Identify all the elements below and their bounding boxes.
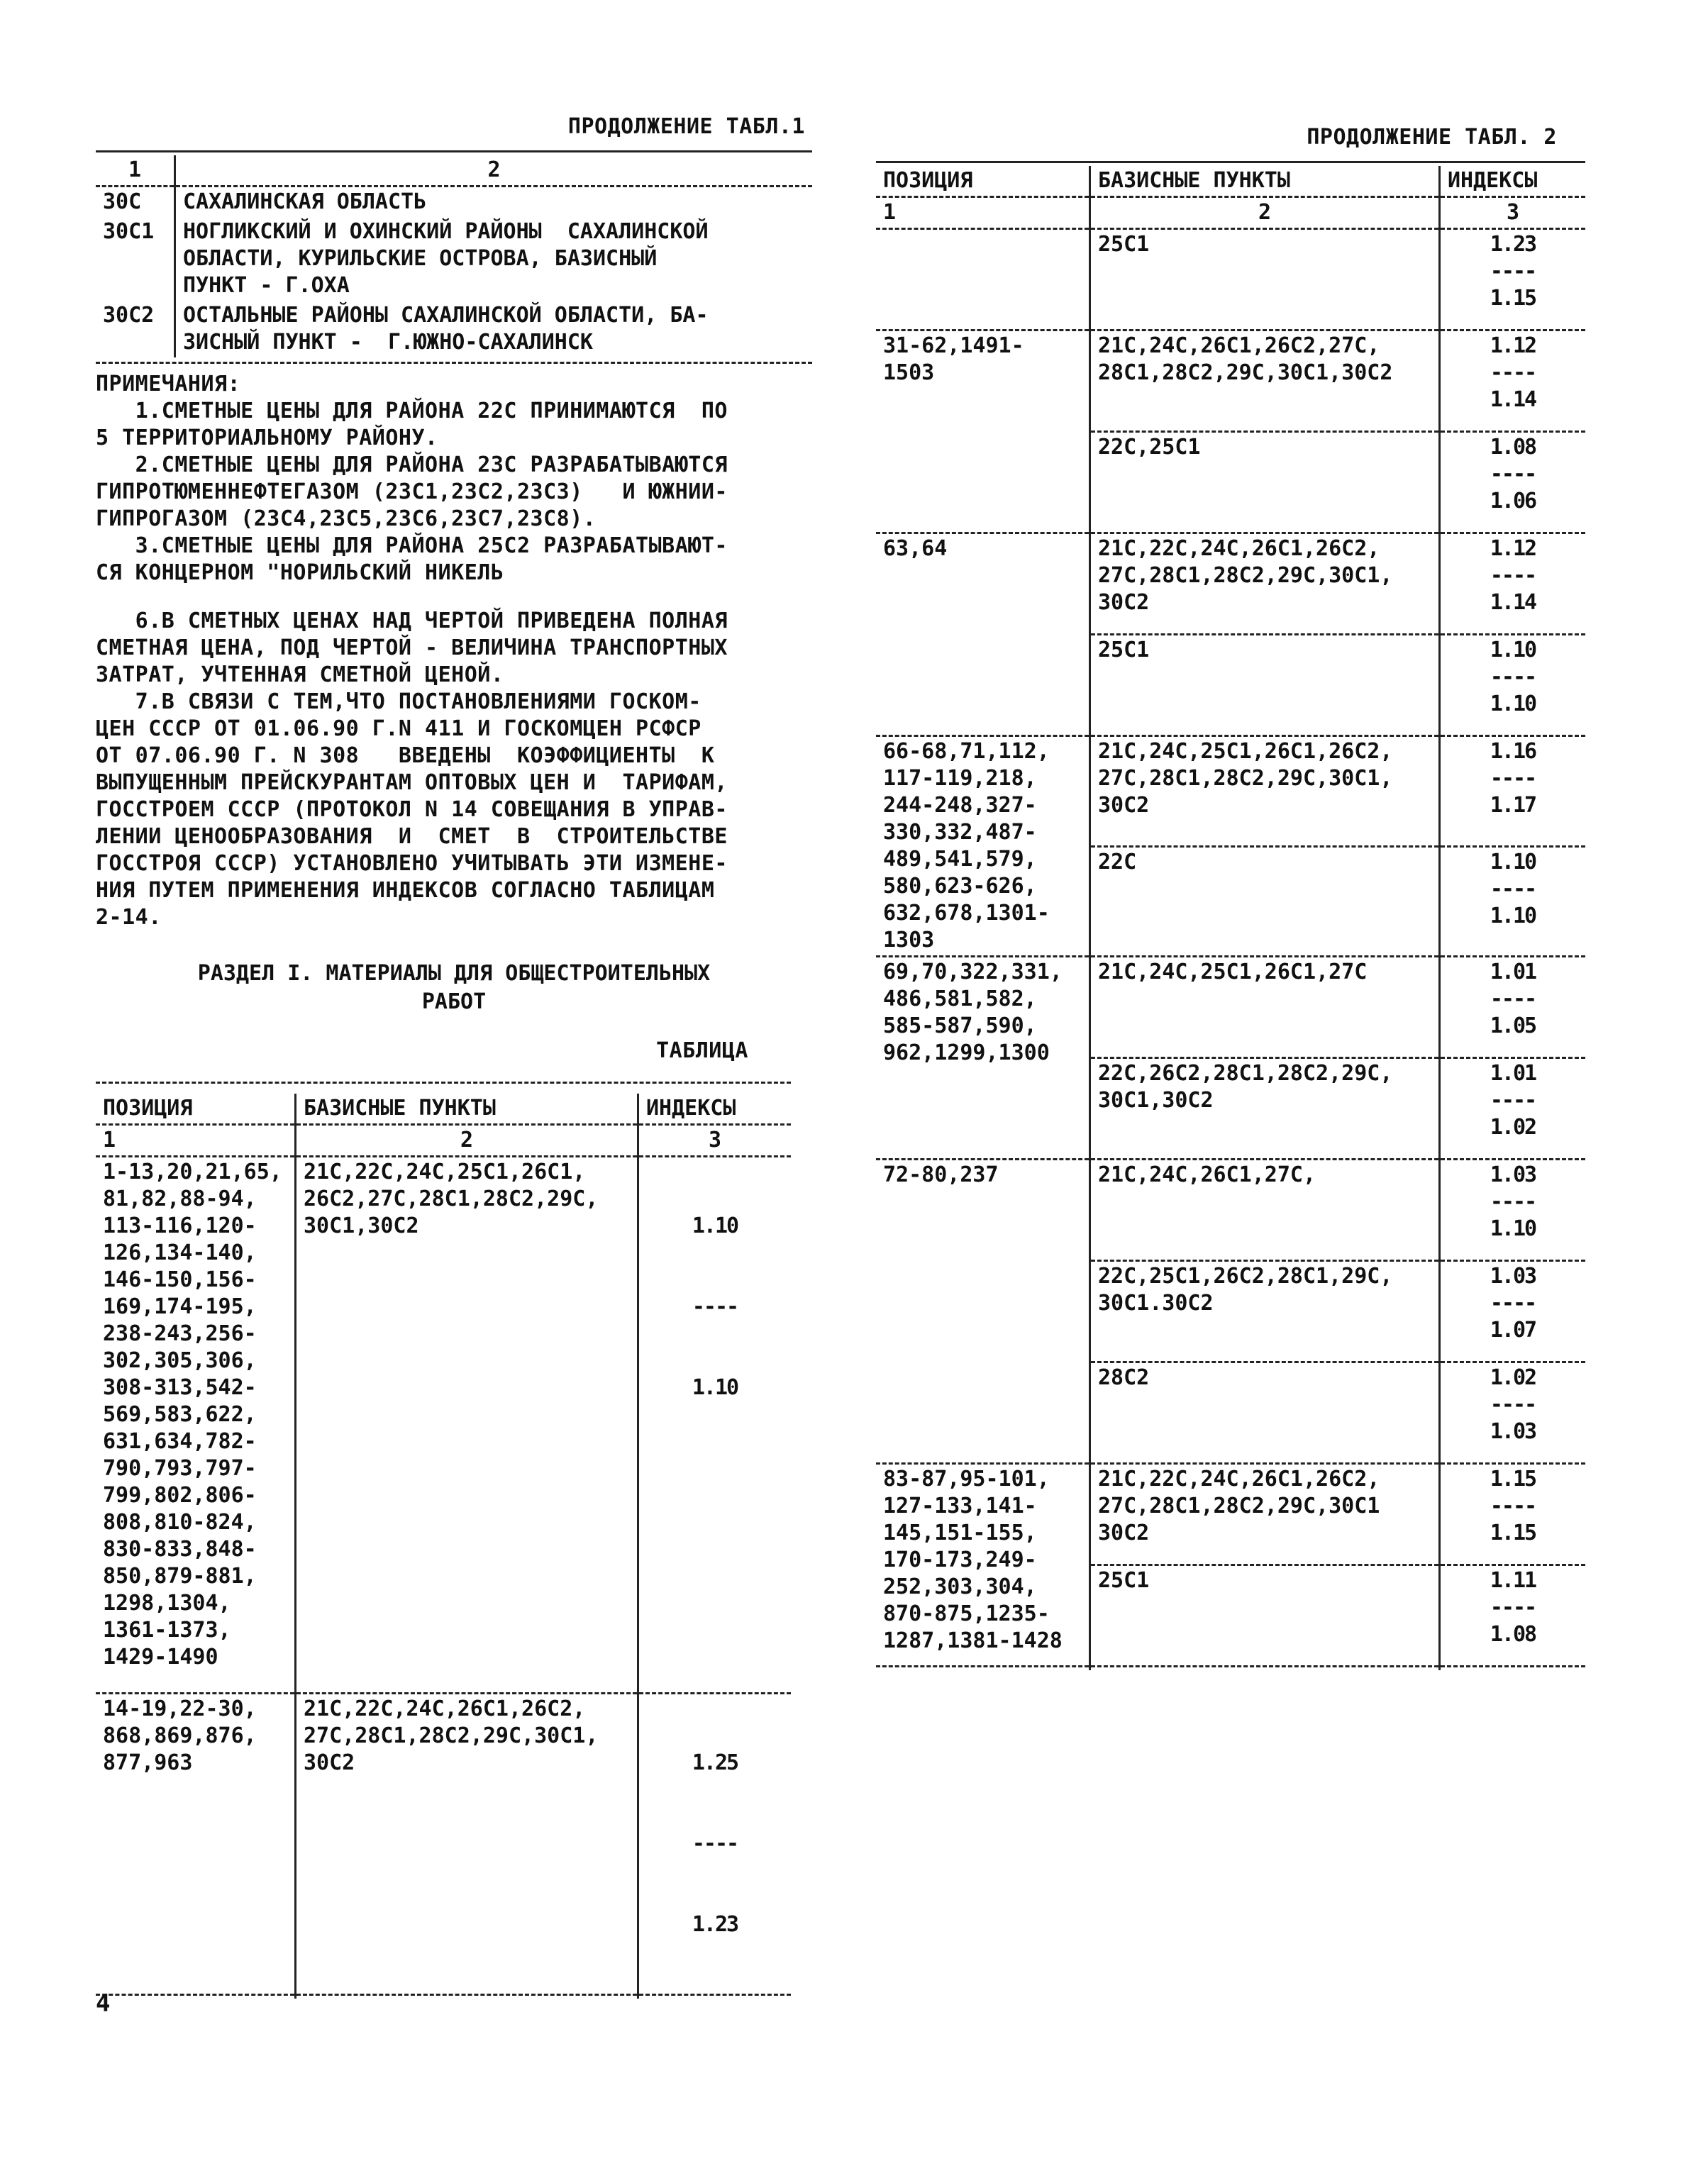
index-value-bottom: 1.02 — [1490, 1115, 1536, 1140]
table-label: ТАБЛИЦА — [656, 1038, 748, 1063]
index-separator: ---- — [1490, 1088, 1536, 1113]
region-name: НОГЛИКСКИЙ И ОХИНСКИЙ РАЙОНЫ САХАЛИНСКОЙ ОБЛАСТИ, КУРИЛЬСКИЕ ОСТРОВА, БАЗИСНЫЙ ПУНКТ - Г.ОХА — [175, 217, 813, 301]
divider — [876, 161, 1585, 163]
table-1-continuation — [96, 155, 812, 357]
position-cell: 1-13,20,21,65, 81,82,88-94, 113-116,120- 126,134-140, 146-150,156- 169,174-195, 238-243,256- 302,305,306, 308-313,542- 569,583,622, 631,634,782- 790,793,797- 799,802,806- 808,810-824, 830-833,848- 850,879-881, 1298,1304, 1361-1373, 1429-1490 — [103, 1160, 282, 1670]
index-value-top: 1.01 — [1490, 1061, 1536, 1086]
right-column — [876, 124, 1585, 1670]
table-2 — [96, 1094, 791, 1999]
index-value-bottom: 1.14 — [1490, 590, 1536, 615]
table-row — [96, 1694, 791, 1995]
index-value-top: 1.01 — [1490, 960, 1536, 984]
continuation-heading-table-2: ПРОДОЛЖЕНИЕ ТАБЛ. 2 — [1307, 125, 1557, 150]
position-cell: 63,64 — [876, 533, 1090, 736]
index-value-top: 1.12 — [1490, 333, 1536, 358]
index-separator: ---- — [1490, 876, 1536, 901]
divider — [96, 1082, 791, 1084]
position-cell — [876, 229, 1090, 330]
table-row — [876, 330, 1585, 432]
region-code: 30С1 — [103, 219, 155, 244]
note-2: 2.СМЕТНЫЕ ЦЕНЫ ДЛЯ РАЙОНА 23С РАЗРАБАТЫВАЮТСЯ ГИПРОТЮМЕННЕФТЕГАЗОМ (23С1,23С2,23С3) И ЮЖНИИ- ГИПРОГАЗОМ (23С4,23С5,23С6,23С7,23С8). — [96, 452, 728, 531]
index-cell — [1440, 1464, 1586, 1565]
index-value-top: 1.08 — [1490, 435, 1536, 460]
base-points-cell: 21С,22С,24С,25С1,26С1, 26С2,27С,28С1,28С2,29С, 30С1,30С2 — [296, 1157, 638, 1694]
position-cell: 31-62,1491- 1503 — [876, 330, 1090, 533]
position-cell: 72-80,237 — [876, 1160, 1090, 1464]
col-number: 1 — [876, 197, 1090, 229]
col-header-position: ПОЗИЦИЯ — [876, 166, 1090, 197]
table-1-col-2-header: 2 — [175, 155, 813, 187]
region-name: САХАЛИНСКАЯ ОБЛАСТЬ — [175, 187, 813, 218]
col-header-position: ПОЗИЦИЯ — [96, 1094, 296, 1125]
index-value-bottom: 1.15 — [1490, 1521, 1536, 1545]
notes-title: ПРИМЕЧАНИЯ: — [96, 372, 241, 396]
index-cell — [1440, 635, 1586, 736]
index-cell — [1440, 1261, 1586, 1362]
table-row — [876, 957, 1585, 1058]
index-separator: ---- — [1490, 766, 1536, 791]
base-points-cell: 25С1 — [1090, 635, 1440, 736]
index-separator: ---- — [1490, 987, 1536, 1011]
divider — [96, 150, 812, 152]
table-2-continuation — [876, 166, 1585, 1670]
index-separator: ---- — [1490, 1494, 1536, 1518]
col-header-base-points: БАЗИСНЫЕ ПУНКТЫ — [1090, 166, 1440, 197]
base-points-cell: 25С1 — [1090, 229, 1440, 330]
index-value-bottom: 1.07 — [1490, 1318, 1536, 1343]
index-value-top: 1.10 — [692, 1213, 738, 1238]
index-value-top: 1.10 — [1490, 638, 1536, 662]
col-number: 2 — [296, 1125, 638, 1157]
index-value-bottom: 1.10 — [1490, 1216, 1536, 1241]
base-points-cell: 25С1 — [1090, 1565, 1440, 1667]
table-row — [876, 533, 1585, 635]
index-separator: ---- — [1490, 259, 1536, 284]
col-header-base-points: БАЗИСНЫЕ ПУНКТЫ — [296, 1094, 638, 1125]
note-6: 6.В СМЕТНЫХ ЦЕНАХ НАД ЧЕРТОЙ ПРИВЕДЕНА ПОЛНАЯ СМЕТНАЯ ЦЕНА, ПОД ЧЕРТОЙ - ВЕЛИЧИНА ТРАНСПОРТНЫХ ЗАТРАТ, УЧТЕННАЯ СМЕТНОЙ ЦЕНОЙ. — [96, 609, 728, 687]
index-value-top: 1.10 — [1490, 849, 1536, 874]
index-value-bottom: 1.10 — [1490, 691, 1536, 716]
table-row — [876, 1160, 1585, 1261]
base-points-cell: 21С,24С,25С1,26С1,26С2, 27С,28С1,28С2,29С,30С1, 30С2 — [1090, 736, 1440, 847]
index-value-top: 1.11 — [1490, 1568, 1536, 1593]
index-separator: ---- — [1490, 1392, 1536, 1417]
index-value-bottom: 1.10 — [692, 1375, 738, 1400]
table-row — [96, 1157, 791, 1694]
index-separator: ---- — [692, 1294, 738, 1319]
table-body — [876, 229, 1585, 1671]
page-number: 4 — [96, 1989, 111, 2018]
index-separator: ---- — [1490, 1291, 1536, 1316]
left-column — [96, 113, 819, 1999]
table-row — [876, 229, 1585, 330]
base-points-cell: 22С,26С2,28С1,28С2,29С, 30С1,30С2 — [1090, 1058, 1440, 1160]
index-value-top: 1.12 — [1490, 536, 1536, 561]
base-points-cell: 21С,24С,26С1,27С, — [1090, 1160, 1440, 1261]
index-cell — [1440, 1565, 1586, 1667]
col-number: 1 — [96, 1125, 296, 1157]
index-separator: ---- — [1490, 1595, 1536, 1620]
note-3: 3.СМЕТНЫЕ ЦЕНЫ ДЛЯ РАЙОНА 25С2 РАЗРАБАТЫВАЮТ- СЯ КОНЦЕРНОМ "НОРИЛЬСКИЙ НИКЕЛЬ — [96, 533, 728, 585]
base-points-cell: 21С,24С,25С1,26С1,27С — [1090, 957, 1440, 1058]
index-cell — [1440, 533, 1586, 635]
position-cell: 66-68,71,112, 117-119,218, 244-248,327- 330,332,487- 489,541,579, 580,623-626, 632,678,1301- 1303 — [876, 736, 1090, 957]
index-separator: ---- — [1490, 1189, 1536, 1214]
index-value-bottom: 1.17 — [1490, 793, 1536, 818]
base-points-cell: 22С,25С1 — [1090, 432, 1440, 533]
index-separator: ---- — [1490, 462, 1536, 487]
index-value-bottom: 1.23 — [692, 1912, 738, 1937]
col-number: 3 — [638, 1125, 792, 1157]
index-cell — [1440, 432, 1586, 533]
index-separator: ---- — [692, 1831, 738, 1856]
index-separator: ---- — [1490, 563, 1536, 588]
index-value-top: 1.03 — [1490, 1264, 1536, 1289]
index-value-top: 1.02 — [1490, 1365, 1536, 1390]
base-points-cell: 21С,22С,24С,26С1,26С2, 27С,28С1,28С2,29С,30С1, 30С2 — [296, 1694, 638, 1995]
index-value-bottom: 1.06 — [1490, 489, 1536, 513]
region-name: ОСТАЛЬНЫЕ РАЙОНЫ САХАЛИНСКОЙ ОБЛАСТИ, БА- ЗИСНЫЙ ПУНКТ - Г.ЮЖНО-САХАЛИНСК — [175, 301, 813, 357]
index-cell — [638, 1694, 792, 1995]
position-cell: 83-87,95-101, 127-133,141- 145,151-155, 170-173,249- 252,303,304, 870-875,1235- 1287,1381-1428 — [876, 1464, 1090, 1667]
index-value-bottom: 1.14 — [1490, 387, 1536, 412]
note-1: 1.СМЕТНЫЕ ЦЕНЫ ДЛЯ РАЙОНА 22С ПРИНИМАЮТСЯ ПО 5 ТЕРРИТОРИАЛЬНОМУ РАЙОНУ. — [96, 399, 728, 450]
table-row — [876, 1464, 1585, 1565]
col-number: 2 — [1090, 197, 1440, 229]
note-7: 7.В СВЯЗИ С ТЕМ,ЧТО ПОСТАНОВЛЕНИЯМИ ГОСКОМ- ЦЕН СССР ОТ 01.06.90 Г.N 411 И ГОСКОМЦЕН РСФСР ОТ 07.06.90 Г. N 308 ВВЕДЕНЫ КОЭФФИЦИЕНТЫ К ВЫПУЩЕННЫМ ПРЕЙСКУРАНТАМ ОПТОВЫХ ЦЕН И ТАРИФАМ, ГОССТРОЕМ СССР (ПРОТОКОЛ N 14 СОВЕЩАНИЯ В УПРАВ- ЛЕНИИ ЦЕНООБРАЗОВАНИЯ И СМЕТ В СТРОИТЕЛЬСТВЕ ГОССТРОЯ СССР) УСТАНОВЛЕНО УЧИТЫВАТЬ ЭТИ ИЗМЕНЕ- НИЯ ПУТЕМ ПРИМЕНЕНИЯ ИНДЕКСОВ СОГЛАСНО ТАБЛИЦАМ 2-14. — [96, 689, 728, 930]
col-header-indices: ИНДЕКСЫ — [1440, 166, 1586, 197]
base-points-cell: 21С,22С,24С,26С1,26С2, 27С,28С1,28С2,29С,30С1, 30С2 — [1090, 533, 1440, 635]
position-cell: 14-19,22-30, 868,869,876, 877,963 — [96, 1694, 296, 1995]
index-separator: ---- — [1490, 665, 1536, 689]
index-value-bottom: 1.03 — [1490, 1419, 1536, 1444]
index-value-bottom: 1.08 — [1490, 1622, 1536, 1647]
index-value-bottom: 1.05 — [1490, 1013, 1536, 1038]
index-value-top: 1.25 — [692, 1750, 738, 1775]
index-value-bottom: 1.10 — [1490, 903, 1536, 928]
index-value-top: 1.23 — [1490, 232, 1536, 257]
base-points-cell: 22С — [1090, 846, 1440, 957]
table-row — [876, 736, 1585, 847]
continuation-heading-table-1: ПРОДОЛЖЕНИЕ ТАБЛ.1 — [567, 114, 805, 139]
index-value-bottom: 1.15 — [1490, 286, 1536, 311]
position-cell: 69,70,322,331, 486,581,582, 585-587,590, 962,1299,1300 — [876, 957, 1090, 1160]
table-1-col-1-header: 1 — [96, 155, 175, 187]
index-value-top: 1.03 — [1490, 1162, 1536, 1187]
index-cell — [1440, 1362, 1586, 1464]
index-cell — [1440, 1058, 1586, 1160]
index-cell — [1440, 957, 1586, 1058]
index-cell — [1440, 736, 1586, 847]
base-points-cell: 22С,25С1,26С2,28С1,29С, 30С1.30С2 — [1090, 1261, 1440, 1362]
col-header-indices: ИНДЕКСЫ — [638, 1094, 792, 1125]
region-code: 30С — [103, 189, 142, 214]
base-points-cell: 21С,22С,24С,26С1,26С2, 27С,28С1,28С2,29С,30С1 30С2 — [1090, 1464, 1440, 1565]
base-points-cell: 28С2 — [1090, 1362, 1440, 1464]
region-code: 30С2 — [103, 303, 155, 328]
index-cell — [1440, 1160, 1586, 1261]
index-value-top: 1.16 — [1490, 739, 1536, 764]
index-separator: ---- — [1490, 360, 1536, 385]
base-points-cell: 21С,24С,26С1,26С2,27С, 28С1,28С2,29С,30С1,30С2 — [1090, 330, 1440, 432]
index-cell — [1440, 846, 1586, 957]
divider — [96, 362, 812, 364]
index-cell — [1440, 229, 1586, 330]
index-cell — [1440, 330, 1586, 432]
col-number: 3 — [1440, 197, 1586, 229]
index-value-top: 1.15 — [1490, 1467, 1536, 1492]
section-title: РАЗДЕЛ I. МАТЕРИАЛЫ ДЛЯ ОБЩЕСТРОИТЕЛЬНЫХ РАБОТ — [197, 961, 711, 1014]
index-cell — [638, 1157, 792, 1694]
